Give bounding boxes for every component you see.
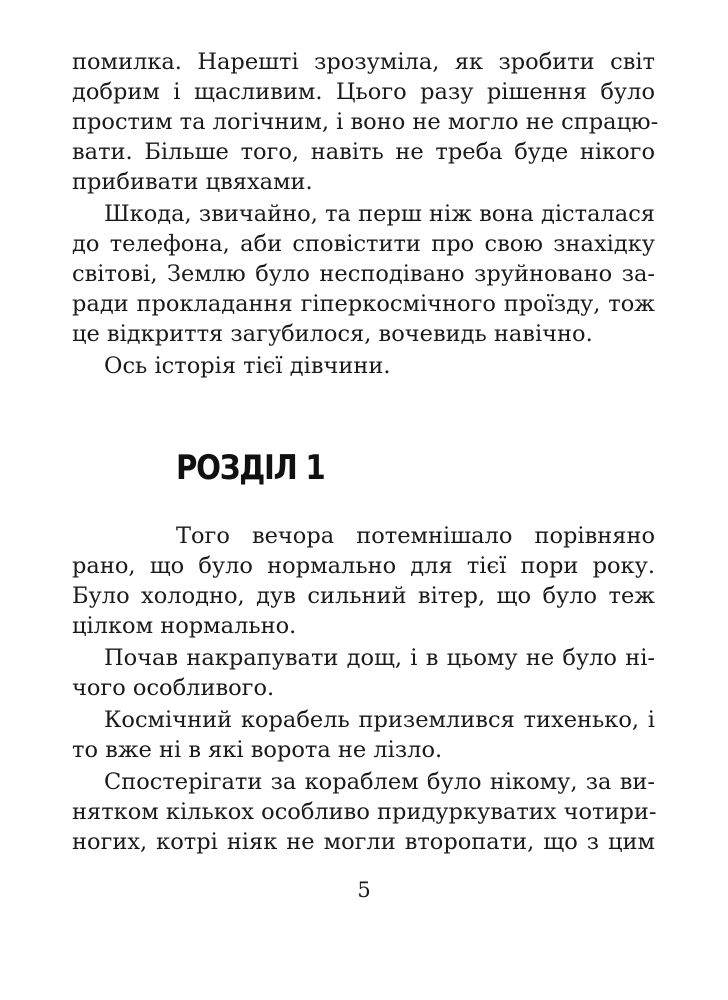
text-line: до телефона, аби сповістити про свою знахідку (72, 231, 655, 257)
top-text-section (72, 47, 659, 381)
text-line: ногих, котрі ніяк не могли второпати, що з цим (72, 829, 655, 855)
text-line: світові, Землю було несподівано зруйновано за- (72, 261, 655, 287)
paragraph (72, 47, 659, 197)
paragraph (72, 705, 655, 765)
chapter-title: РОЗДІЛ 1 (176, 448, 325, 488)
text-line: прибивати цвяхами. (72, 169, 313, 195)
text-line: цілком нормально. (72, 613, 297, 639)
text-line: Шкода, звичайно, та перш ніж вона дісталася (104, 201, 655, 227)
chapter-text-section (72, 521, 655, 857)
text-line: то вже ні в які ворота не лізло. (72, 737, 443, 763)
text-line: Ось історія тієї дівчини. (104, 353, 391, 379)
paragraph (72, 643, 655, 703)
paragraph (72, 767, 655, 857)
text-line: вати. Більше того, навіть не треба буде нікого (72, 139, 655, 165)
paragraph (72, 521, 655, 641)
text-line: рано, що було нормально для тієї пори року. (72, 553, 655, 579)
paragraph (72, 351, 655, 381)
text-line: Космічний корабель приземлився тихенько, і (104, 707, 655, 733)
page-number: 5 (357, 878, 371, 902)
text-line: простим та логічним, і воно не могло не спрацю- (72, 109, 659, 135)
text-line: ради прокладання гіперкосмічного проїзду, тож (72, 291, 655, 317)
text-line: Того вечора потемнішало порівняно (176, 523, 655, 549)
text-line: нятком кількох особливо придуркуватих чотири- (72, 799, 657, 825)
text-line: Почав накрапувати дощ, і в цьому не було ні- (104, 645, 655, 671)
text-line: помилка. Нарешті зрозуміла, як зробити світ (72, 49, 655, 75)
paragraph (72, 199, 655, 349)
text-line: чого особливого. (72, 675, 275, 701)
text-line: Було холодно, дув сильний вітер, що було теж (72, 583, 655, 609)
text-line: добрим і щасливим. Цього разу рішення було (72, 79, 655, 105)
text-line: Спостерігати за кораблем було нікому, за ви- (104, 769, 655, 795)
text-line: це відкриття загубилося, вочевидь навічно. (72, 321, 593, 347)
